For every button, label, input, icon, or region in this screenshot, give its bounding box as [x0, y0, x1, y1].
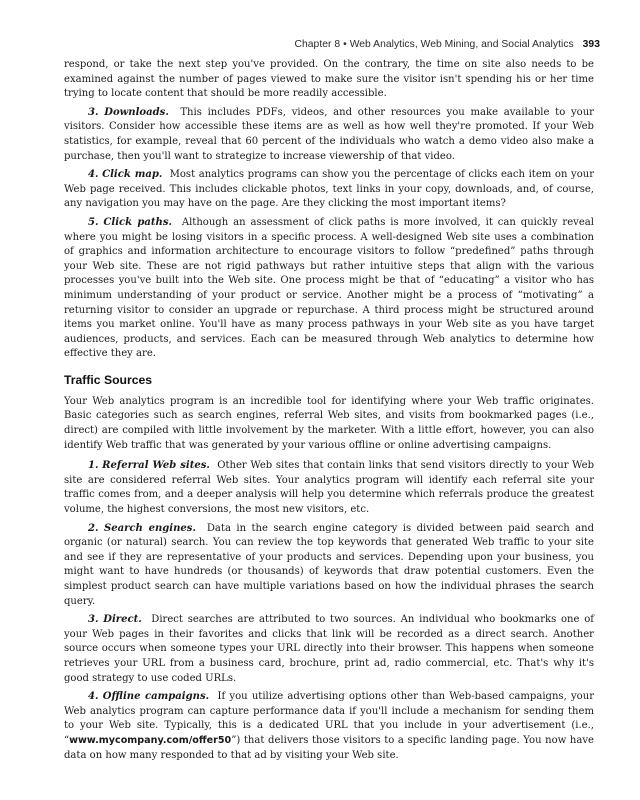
item-text: Direct searches are attributed to two sources. An individual who bookmarks one of your Web pages in their favorites and clicks that link will be recorded as a direct search. Another source occurs when someone types your URL directly into their browser. This happens when someone retrieves your URL from a business card, brochure, print ad, radio commercial, etc. That's why it's good strategy to use coded URLs. [64, 614, 594, 684]
chapter-label: Chapter 8 [294, 39, 341, 50]
chapter-title: Web Analytics, Web Mining, and Social Analytics [349, 39, 574, 50]
item-term: Direct. [103, 614, 142, 626]
section-heading: Traffic Sources [64, 372, 153, 387]
item-number: 3. [88, 106, 99, 118]
item-term: Referral Web sites. [102, 460, 210, 472]
list-item-referral-web-sites [64, 459, 594, 517]
header-bullet: • [343, 39, 347, 50]
list-item-click-map [64, 168, 594, 212]
section-intro: Your Web analytics program is an incredible tool for identifying where your Web traffic originates. Basic categories such as search engines, referral Web sites, and visits from bookmarked pages (i.e., direct) are compiled with little involvement by the marketer. With a little effort, however, you can also identify Web traffic that was generated by your various offline or online advertising campaigns. [64, 395, 594, 451]
item-term: Click map. [102, 169, 163, 181]
item-text: Data in the search engine category is divided between paid search and organic (or natural) search. You can review the top keywords that generated Web traffic to your site and see if they are representative of your products and services. Depending upon your business, you might want to have hundreds (or thousands) of keywords that draw potential customers. Even the simplest product search can have multiple variations based on how the individual phrases the search query. [64, 522, 595, 607]
offer-url: www.mycompany.com/offer50 [69, 734, 232, 746]
item-number: 4. [88, 169, 99, 181]
list-item-search-engines [64, 522, 594, 610]
item-text-before-url: If you utilize advertising options other than Web-based campaigns, your Web analytics program can capture performance data if you'll include a mechanism for sending them to your Web site. Typically, this is a dedicated URL that you include in your advertisement (i.e., “ [64, 691, 594, 746]
item-term: Search engines. [103, 522, 196, 534]
list-item-direct [64, 613, 594, 686]
item-number: 5. [88, 216, 99, 228]
item-text-after-url: ”) that delivers those visitors to a specific landing page. You now have data on how many responded to that ad by visiting your Web site. [64, 734, 594, 761]
item-number: 3. [88, 614, 99, 626]
item-term: Downloads. [104, 106, 169, 118]
item-number: 2. [88, 522, 99, 534]
body-text [64, 58, 594, 763]
list-item-click-paths [64, 216, 594, 362]
intro-paragraph: respond, or take the next step you've provided. On the contrary, the time on site also needs to be examined against the number of pages viewed to make sure the visitor isn't spending his or her time trying to locate content that should be more readily accessible. [64, 59, 594, 100]
running-head [60, 39, 600, 50]
item-term: Click paths. [103, 216, 172, 228]
item-text: Although an assessment of click paths is more involved, it can quickly reveal where you might be losing visitors in a specific process. A well-designed Web site uses a combination of graphics and information architecture to encourage visitors to follow “predefined” paths through your Web site. These are not rigid pathways but rather intuitive steps that align with the various processes you've built into the Web site. One process might be that of “educating” a visitor who has minimum understanding of your product or service. Another might be a process of “motivating” a returning visitor to consider an upgrade or repurchase. A third process might be structured around items you market online. You'll have as many process pathways in your Web site as you have target audiences, products, and services. Each can be measured through Web analytics to determine how effective they are. [64, 216, 594, 360]
list-item-downloads [64, 106, 594, 164]
item-text: Most analytics programs can show you the percentage of clicks each item on your Web page received. This includes clickable photos, text links in your copy, downloads, and, of course, any navigation you may have on the page. Are they clicking the most important items? [64, 169, 595, 210]
page-number: 393 [582, 39, 600, 50]
item-number: 4. [88, 691, 99, 703]
item-text: This includes PDFs, videos, and other resources you make available to your visitors. Consider how accessible these items are as well as how well they're promoted. If your Web statistics, for example, reveal that 60 percent of the individuals who watch a demo video also make a purchase, then you'll want to strategize to increase viewership of that video. [64, 106, 594, 162]
item-text: Other Web sites that contain links that send visitors directly to your Web site are considered referral Web sites. Your analytics program will identify each referral site your traffic comes from, and a deeper analysis will help you determine which referrals produce the greatest volume, the highest conversions, the most new visitors, etc. [64, 460, 595, 516]
item-term: Offline campaigns. [102, 691, 210, 703]
list-item-offline-campaigns [64, 690, 594, 763]
item-number: 1. [88, 460, 99, 472]
